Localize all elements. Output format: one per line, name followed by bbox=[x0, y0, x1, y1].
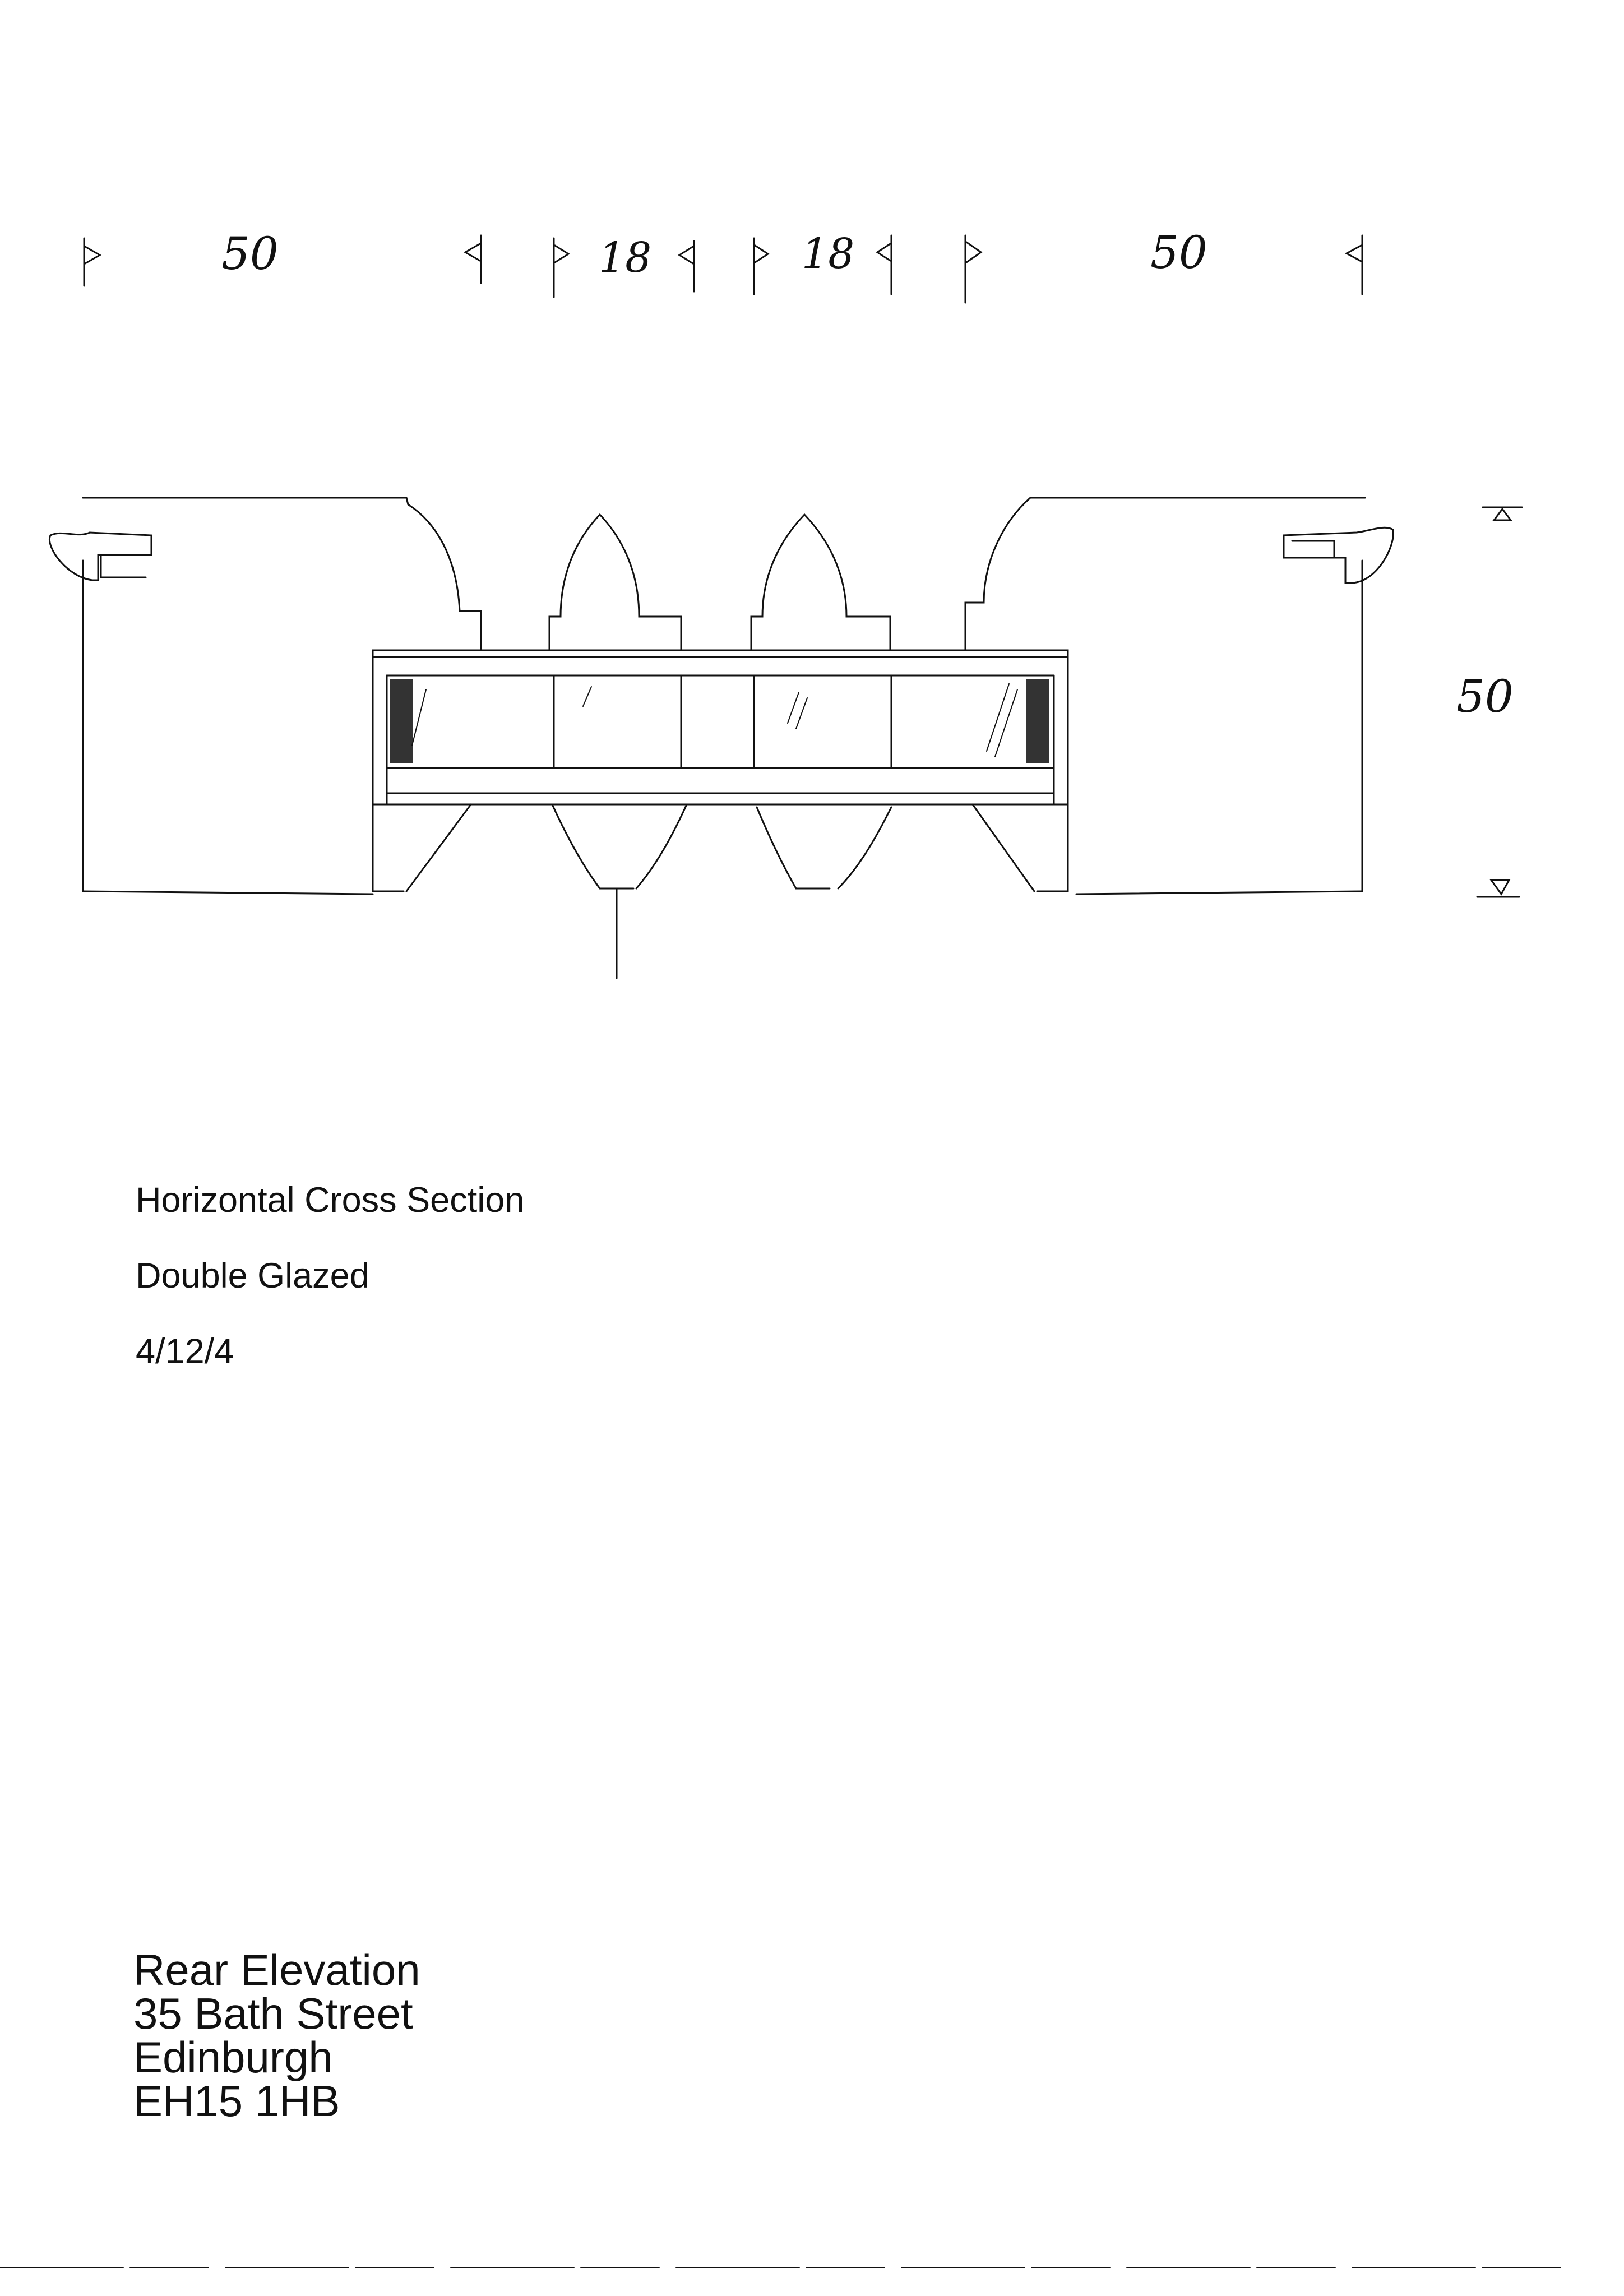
dimension-labels bbox=[221, 226, 1514, 723]
dim-label-left-50: 50 bbox=[221, 228, 279, 280]
dim-label-side-50: 50 bbox=[1456, 670, 1514, 723]
glazing-type: Double Glazed bbox=[136, 1256, 369, 1295]
dim-label-right-50: 50 bbox=[1150, 226, 1207, 279]
address-postcode: EH15 1HB bbox=[133, 2076, 340, 2126]
dim-label-18-a: 18 bbox=[599, 234, 652, 282]
glazing-spec: 4/12/4 bbox=[136, 1332, 234, 1371]
address-street: 35 Bath Street bbox=[133, 1989, 413, 2038]
title-block bbox=[133, 1945, 420, 2126]
section-title: Horizontal Cross Section bbox=[136, 1181, 525, 1220]
window-frame-section bbox=[49, 498, 1393, 978]
elevation-title: Rear Elevation bbox=[133, 1945, 420, 1994]
dim-label-18-b: 18 bbox=[802, 230, 855, 278]
address-city: Edinburgh bbox=[133, 2033, 333, 2082]
